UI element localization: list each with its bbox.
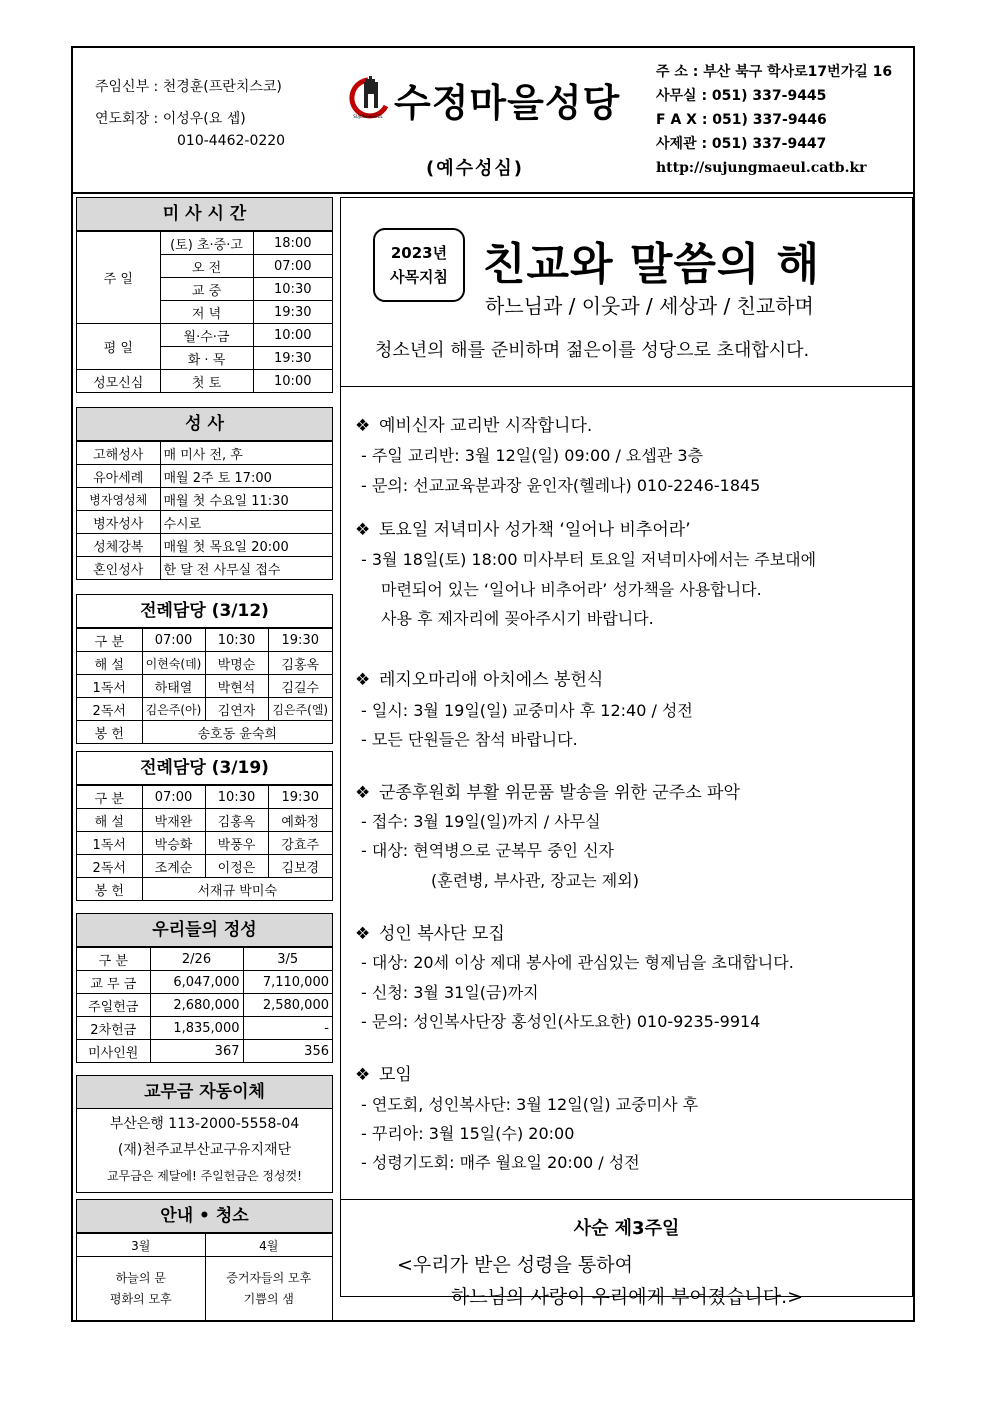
- bank-account: 부산은행 113-2000-5558-04: [109, 1116, 300, 1132]
- table-cell: 사목지침: [390, 268, 448, 286]
- notice-item: - 신청: 3월 31일(금)까지: [361, 983, 539, 1002]
- notice-title: [355, 515, 691, 540]
- cleaning-title: 안내 • 청소: [77, 1200, 332, 1233]
- table-cell: 2,580,000: [243, 994, 332, 1017]
- table-cell: 월·수·금: [160, 324, 253, 347]
- table-cell: 박재완: [142, 809, 205, 832]
- mass-times-title: 미 사 시 간: [77, 198, 332, 231]
- table-cell: 19:30: [268, 629, 332, 652]
- table-row: [77, 511, 332, 534]
- table-cell: 병자영성체: [77, 488, 160, 511]
- table-cell: 하태열: [142, 675, 205, 698]
- table-cell: 07:00: [142, 629, 205, 652]
- bulletin-header: [71, 46, 915, 194]
- table-cell: 매월 첫 목요일 20:00: [160, 534, 332, 557]
- table-row: [77, 557, 332, 580]
- table-cell: 356: [243, 1040, 332, 1063]
- table-cell: 김홍옥: [268, 652, 332, 675]
- table-cell: 유아세례: [77, 465, 160, 488]
- mass-times-table: [77, 231, 332, 392]
- table-cell: 평 일: [77, 324, 160, 370]
- table-cell: 구 분: [77, 786, 142, 809]
- table-cell: 기쁨의 샘: [243, 1292, 294, 1306]
- table-cell: 박풍우: [205, 832, 268, 855]
- table-row: [77, 324, 332, 347]
- table-cell: 해 설: [77, 809, 142, 832]
- table-cell: 강효주: [268, 832, 332, 855]
- president-phone: 010-4462-0220: [177, 133, 286, 149]
- liturgy-box-0319: [76, 751, 333, 901]
- table-cell: 한 달 전 사무실 접수: [160, 557, 332, 580]
- table-cell: 2/26: [150, 948, 243, 971]
- diamond-icon: ❖: [355, 1065, 371, 1085]
- sunday-title: 사순 제3주일: [573, 1218, 680, 1239]
- table-cell: 혼인성사: [77, 557, 160, 580]
- table-cell: 김연자: [205, 698, 268, 721]
- rectory-phone: 사제관 : 051) 337-9447: [656, 136, 827, 152]
- table-row: [77, 809, 332, 832]
- liturgy-table-0319: [77, 785, 332, 900]
- president-label: 연도회장: [95, 111, 150, 127]
- table-cell: 매 미사 전, 후: [160, 442, 332, 465]
- table-row: [77, 675, 332, 698]
- notice-title: [355, 778, 740, 803]
- parish-logo: [346, 72, 646, 142]
- table-cell: 송호동 윤숙희: [142, 721, 332, 744]
- table-cell: 주일헌금: [77, 994, 150, 1017]
- notice-item: - 꾸리아: 3월 15일(수) 20:00: [361, 1124, 575, 1143]
- table-cell: 07:00: [142, 786, 205, 809]
- notice-title: [355, 665, 603, 690]
- notice-item: - 주일 교리반: 3월 12일(일) 09:00 / 요셉관 3층: [361, 446, 704, 465]
- notice-item: - 접수: 3월 19일(일)까지 / 사무실: [361, 812, 601, 831]
- transfer-title: 교무금 자동이체: [77, 1076, 332, 1109]
- table-cell: 성모신심: [77, 370, 160, 393]
- table-cell: 저 녁: [160, 301, 253, 324]
- table-cell: 군종후원회 부활 위문품 발송을 위한 군주소 파악: [379, 783, 740, 803]
- table-cell: 모임: [379, 1065, 412, 1085]
- theme-title: 친교와 말씀의 해: [483, 239, 821, 290]
- table-cell: 10:00: [253, 324, 332, 347]
- sacraments-title: 성 사: [77, 408, 332, 441]
- notice-item: - 연도회, 성인복사단: 3월 12일(일) 교중미사 후: [361, 1095, 699, 1114]
- pastor-label: 주임신부: [95, 79, 150, 95]
- table-cell: 김홍옥: [205, 809, 268, 832]
- table-cell: 증거자들의 모후: [226, 1271, 312, 1285]
- table-row: [77, 721, 332, 744]
- account-holder: (재)천주교부산교구유지재단: [117, 1142, 292, 1158]
- table-row: [77, 832, 332, 855]
- table-cell: 김보경: [268, 855, 332, 878]
- diamond-icon: ❖: [355, 783, 371, 803]
- cleaning-table: [77, 1233, 332, 1321]
- liturgy-title-0319: 전례담당 (3/19): [77, 752, 332, 785]
- liturgy-table-0312: [77, 628, 332, 743]
- sacraments-box: [76, 407, 333, 580]
- table-cell: 김은주(엘): [268, 698, 332, 721]
- table-row: [77, 232, 332, 255]
- table-cell: 봉 헌: [77, 878, 142, 901]
- table-cell: 2차헌금: [77, 1017, 150, 1040]
- pastoral-theme: [341, 198, 912, 387]
- table-cell: 6,047,000: [150, 971, 243, 994]
- offerings-title: 우리들의 정성: [77, 914, 332, 947]
- church-logo-icon: [346, 76, 390, 120]
- table-cell: 1,835,000: [150, 1017, 243, 1040]
- offerings-box: [76, 913, 333, 1063]
- transfer-note: 교무금은 제달에! 주일헌금은 정성껏!: [107, 1169, 302, 1183]
- table-cell: 3월: [77, 1234, 205, 1257]
- table-cell: 07:00: [253, 255, 332, 278]
- table-row: [77, 465, 332, 488]
- table-cell: 레지오마리애 아치에스 봉헌식: [379, 670, 604, 690]
- table-row: [77, 629, 332, 652]
- table-row: [77, 1234, 332, 1257]
- header-staff: 주임신부 : 천경훈(프란치스코) 연도회장 : 이성우(요 셉) 010-4462-0220: [95, 79, 286, 149]
- table-row: [77, 971, 332, 994]
- table-cell: 19:30: [253, 347, 332, 370]
- table-row: [77, 855, 332, 878]
- table-cell: 1독서: [77, 832, 142, 855]
- table-row: [77, 1257, 332, 1322]
- notices: [341, 387, 912, 1200]
- verse-line-2: 하느님의 사랑이 우리에게 부어졌습니다.>: [451, 1286, 804, 1308]
- pastor-name: 천경훈(프란치스코): [162, 79, 282, 95]
- parish-name: 수정마을성당: [394, 81, 621, 125]
- table-cell: 병자성사: [77, 511, 160, 534]
- table-cell: 10:30: [205, 786, 268, 809]
- table-cell: 7,110,000: [243, 971, 332, 994]
- table-cell: 성체강복: [77, 534, 160, 557]
- right-column: [340, 197, 913, 1308]
- table-cell: 서재규 박미숙: [142, 878, 332, 901]
- table-cell: 18:00: [253, 232, 332, 255]
- patron-name: (예수성심): [426, 158, 525, 179]
- table-cell: 예비신자 교리반 시작합니다.: [379, 416, 593, 436]
- table-cell: 매월 첫 수요일 11:30: [160, 488, 332, 511]
- website-link[interactable]: http://sujungmaeul.catb.kr: [656, 160, 867, 176]
- offerings-table: [77, 947, 332, 1062]
- table-cell: 이현숙(데): [142, 652, 205, 675]
- table-cell: 10:30: [205, 629, 268, 652]
- table-cell: 2023년: [390, 244, 448, 262]
- table-cell: 주 일: [77, 232, 160, 324]
- diamond-icon: ❖: [355, 416, 371, 436]
- notice-item: - 문의: 성인복사단장 홍성인(사도요한) 010-9235-9914: [361, 1012, 761, 1031]
- table-row: [77, 370, 332, 393]
- table-row: [77, 442, 332, 465]
- notice-item: - 문의: 선교교육분과장 윤인자(헬레나) 010-2246-1845: [361, 476, 761, 495]
- table-cell: 미사인원: [77, 1040, 150, 1063]
- table-row: [77, 994, 332, 1017]
- table-cell: 박명순: [205, 652, 268, 675]
- table-cell: 고해성사: [77, 442, 160, 465]
- table-cell: 구 분: [77, 948, 150, 971]
- table-cell: 박승화: [142, 832, 205, 855]
- notice-item: - 3월 18일(토) 18:00 미사부터 토요일 저녁미사에서는 주보대에: [361, 550, 817, 569]
- table-row: [77, 1040, 332, 1063]
- table-cell: (토) 초·중·고: [160, 232, 253, 255]
- table-cell: 토요일 저녁미사 성가책 ‘일어나 비추어라’: [379, 520, 691, 540]
- office-phone: 사무실 : 051) 337-9445: [656, 88, 827, 104]
- table-cell: 1독서: [77, 675, 142, 698]
- table-cell: 2,680,000: [150, 994, 243, 1017]
- table-row: [77, 1017, 332, 1040]
- notice-item: - 대상: 현역병으로 군복무 중인 신자: [361, 841, 614, 860]
- table-cell: 성인 복사단 모집: [379, 924, 505, 944]
- table-cell: 매월 2주 토 17:00: [160, 465, 332, 488]
- notice-item: - 모든 단원들은 참석 바랍니다.: [361, 730, 578, 749]
- diamond-icon: ❖: [355, 520, 371, 540]
- table-cell: 이정은: [205, 855, 268, 878]
- table-cell: 평화의 모후: [109, 1292, 172, 1306]
- pastoral-badge: [373, 228, 465, 302]
- diamond-icon: ❖: [355, 924, 371, 944]
- table-cell: 오 전: [160, 255, 253, 278]
- notice-item: - 일시: 3월 19일(일) 교중미사 후 12:40 / 성전: [361, 701, 693, 720]
- verse-line-1: <우리가 받은 성령을 통하여: [397, 1254, 633, 1276]
- table-row: [77, 878, 332, 901]
- table-cell: 김은주(아): [142, 698, 205, 721]
- table-cell: 예화정: [268, 809, 332, 832]
- table-cell: 교 중: [160, 278, 253, 301]
- table-cell: 화 · 목: [160, 347, 253, 370]
- header-contact: [656, 60, 892, 180]
- theme-note: 청소년의 해를 준비하며 젊은이를 성당으로 초대합시다.: [375, 340, 810, 361]
- table-cell: 김길수: [268, 675, 332, 698]
- notice-item: - 대상: 20세 이상 제대 봉사에 관심있는 형제님을 초대합니다.: [361, 953, 794, 972]
- table-cell: 조계순: [142, 855, 205, 878]
- table-cell: 박현석: [205, 675, 268, 698]
- mass-times-box: [76, 197, 333, 393]
- notice-title: [355, 411, 592, 436]
- table-row: [77, 534, 332, 557]
- table-cell: 첫 토: [160, 370, 253, 393]
- table-cell: 교 무 금: [77, 971, 150, 994]
- diamond-icon: ❖: [355, 670, 371, 690]
- table-cell: 367: [150, 1040, 243, 1063]
- liturgy-box-0312: [76, 594, 333, 744]
- liturgy-title-0312: 전례담당 (3/12): [77, 595, 332, 628]
- notice-title: [355, 919, 505, 944]
- address: 주 소 : 부산 북구 학사로17번가길 16: [656, 64, 893, 80]
- table-cell: 봉 헌: [77, 721, 142, 744]
- table-cell: 수시로: [160, 511, 332, 534]
- cleaning-box: [76, 1199, 333, 1321]
- table-cell: 2독서: [77, 698, 142, 721]
- table-cell: 19:30: [253, 301, 332, 324]
- table-cell: 해 설: [77, 652, 142, 675]
- theme-subtitle: 하느님과 / 이웃과 / 세상과 / 친교하며: [485, 294, 814, 318]
- table-cell: 하늘의 문: [115, 1271, 166, 1285]
- table-cell: 2독서: [77, 855, 142, 878]
- notice-item: (훈련병, 부사관, 장교는 제외): [431, 871, 639, 890]
- notice-item: - 성령기도회: 매주 월요일 20:00 / 성전: [361, 1153, 640, 1172]
- table-cell: -: [243, 1017, 332, 1040]
- fax-number: F A X : 051) 337-9446: [656, 112, 827, 128]
- notice-item: 사용 후 제자리에 꽂아주시기 바랍니다.: [381, 609, 654, 628]
- notice-item: 마련되어 있는 ‘일어나 비추어라’ 성가책을 사용합니다.: [381, 580, 762, 599]
- notice-title: [355, 1060, 412, 1085]
- table-cell: 19:30: [268, 786, 332, 809]
- table-cell: 구 분: [77, 629, 142, 652]
- sunday-verse: [341, 1200, 912, 1308]
- table-row: [77, 652, 332, 675]
- table-cell: 3/5: [243, 948, 332, 971]
- transfer-box: [76, 1075, 333, 1193]
- table-cell: 10:30: [253, 278, 332, 301]
- table-row: [77, 786, 332, 809]
- table-row: [77, 948, 332, 971]
- president-name: 이성우(요 셉): [162, 111, 246, 127]
- table-cell: 10:00: [253, 370, 332, 393]
- sacraments-table: [77, 441, 332, 579]
- table-row: [77, 698, 332, 721]
- table-cell: 4월: [205, 1234, 332, 1257]
- table-row: [77, 488, 332, 511]
- logo-caption: SUJUNGMAEUL: [353, 114, 383, 119]
